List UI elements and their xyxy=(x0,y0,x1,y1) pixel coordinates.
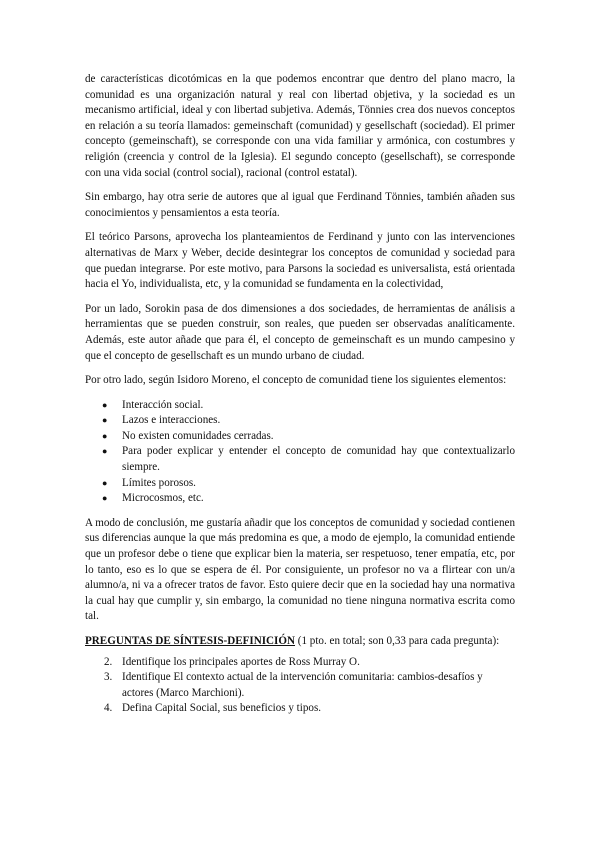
paragraph-moreno: Por otro lado, según Isidoro Moreno, el concepto de comunidad tiene los siguientes elementos: xyxy=(85,374,507,387)
bullet-icon: ● xyxy=(102,446,108,457)
list-item-text: Interacción social. xyxy=(122,398,204,411)
paragraph-parsons: El teórico Parsons, aprovecha los planteamientos de Ferdinand y junto con las intervenciones alternativas de Marx y Weber, decide desintegrar los conceptos de comunidad y sociedad para que puedan integrarse. Por este motivo, para Parsons la sociedad es universalista, está orientada hacia el Yo, individualista, etc, y la comunidad se fundamenta en la colectividad, xyxy=(85,231,515,291)
list-item-text: Límites porosos. xyxy=(122,476,196,489)
bullet-icon: ● xyxy=(102,477,108,488)
question-text: Identifique El contexto actual de la intervención comunitaria: cambios-desafíos y actores (Marco Marchioni). xyxy=(122,671,483,699)
section-heading-note: (1 pto. en total; son 0,33 para cada pregunta): xyxy=(295,635,500,647)
question-number: 3. xyxy=(104,671,113,684)
list-item xyxy=(85,398,515,414)
elements-list xyxy=(85,398,515,507)
question-number: 4. xyxy=(104,702,113,715)
section-heading-line xyxy=(85,634,515,650)
list-item xyxy=(85,413,515,429)
question-text: Defina Capital Social, sus beneficios y tipos. xyxy=(122,702,322,715)
list-item xyxy=(85,444,515,475)
paragraph-conclusion: A modo de conclusión, me gustaría añadir que los conceptos de comunidad y sociedad contienen sus diferencias aunque la que más predomina es que, a modo de ejemplo, la comunidad entiende que un profesor debe o tiene que explicar bien la materia, ser respetuoso, tener empatía, etc, por lo tanto, eso es lo que se espera de él. Por consiguiente, un profesor no va a flirtear con un/a alumno/a, ni va a ofrecer tratos de favor. Esto quiere decir que en la sociedad hay una normativa la cual hay que cumplir y, sin embargo, la comunidad no tiene ninguna normativa escrita como tal. xyxy=(85,516,515,623)
question-item xyxy=(85,670,515,701)
list-item-text: No existen comunidades cerradas. xyxy=(122,429,274,442)
list-item-text: Para poder explicar y entender el concepto de comunidad hay que contextualizarlo siempre. xyxy=(122,445,515,474)
paragraph-sorokin: Por un lado, Sorokin pasa de dos dimensiones a dos sociedades, de herramientas de análisis a herramientas que se pueden construir, son reales, que pueden ser observadas analíticamente. Además, este autor añade que para él, el concepto de gemeinschaft es un mundo campesino y que el concepto de gesellschaft es un mundo urbano de ciudad. xyxy=(85,302,515,362)
section-heading: PREGUNTAS DE SÍNTESIS-DEFINICIÓN xyxy=(85,635,296,647)
question-item xyxy=(85,701,515,717)
bullet-icon: ● xyxy=(102,399,108,410)
list-item xyxy=(85,429,515,445)
list-item xyxy=(85,476,515,492)
paragraph-tonnies: de características dicotómicas en la que podemos encontrar que dentro del plano macro, la comunidad es una organización natural y real con libertad objetiva, y la sociedad es un mecanismo artificial, ideal y con libertad subjetiva. Además, Tönnies crea dos nuevos conceptos en relación a su teoría llamados: gemeinschaft (comunidad) y gesellschaft (sociedad). El primer concepto (gemeinschaft), se corresponde con una vida familiar y armónica, con costumbres y religión (creencia y control de la Iglesia). El segundo concepto (gesellschaft), se corresponde con una vida social (control social), racional (control estatal). xyxy=(85,73,515,179)
bullet-icon: ● xyxy=(102,415,108,426)
question-number: 2. xyxy=(104,655,113,668)
question-text: Identifique los principales aportes de Ross Murray O. xyxy=(122,655,360,668)
bullet-icon: ● xyxy=(102,493,108,504)
bullet-icon: ● xyxy=(102,430,108,441)
paragraph-other-authors: Sin embargo, hay otra serie de autores que al igual que Ferdinand Tönnies, también añaden sus conocimientos y pensamientos a esta teoría. xyxy=(85,191,515,219)
questions-list xyxy=(85,655,515,717)
question-item xyxy=(85,655,515,671)
list-item xyxy=(85,491,515,507)
list-item-text: Lazos e interacciones. xyxy=(122,414,221,427)
document-body xyxy=(85,72,515,717)
list-item-text: Microcosmos, etc. xyxy=(122,492,204,505)
